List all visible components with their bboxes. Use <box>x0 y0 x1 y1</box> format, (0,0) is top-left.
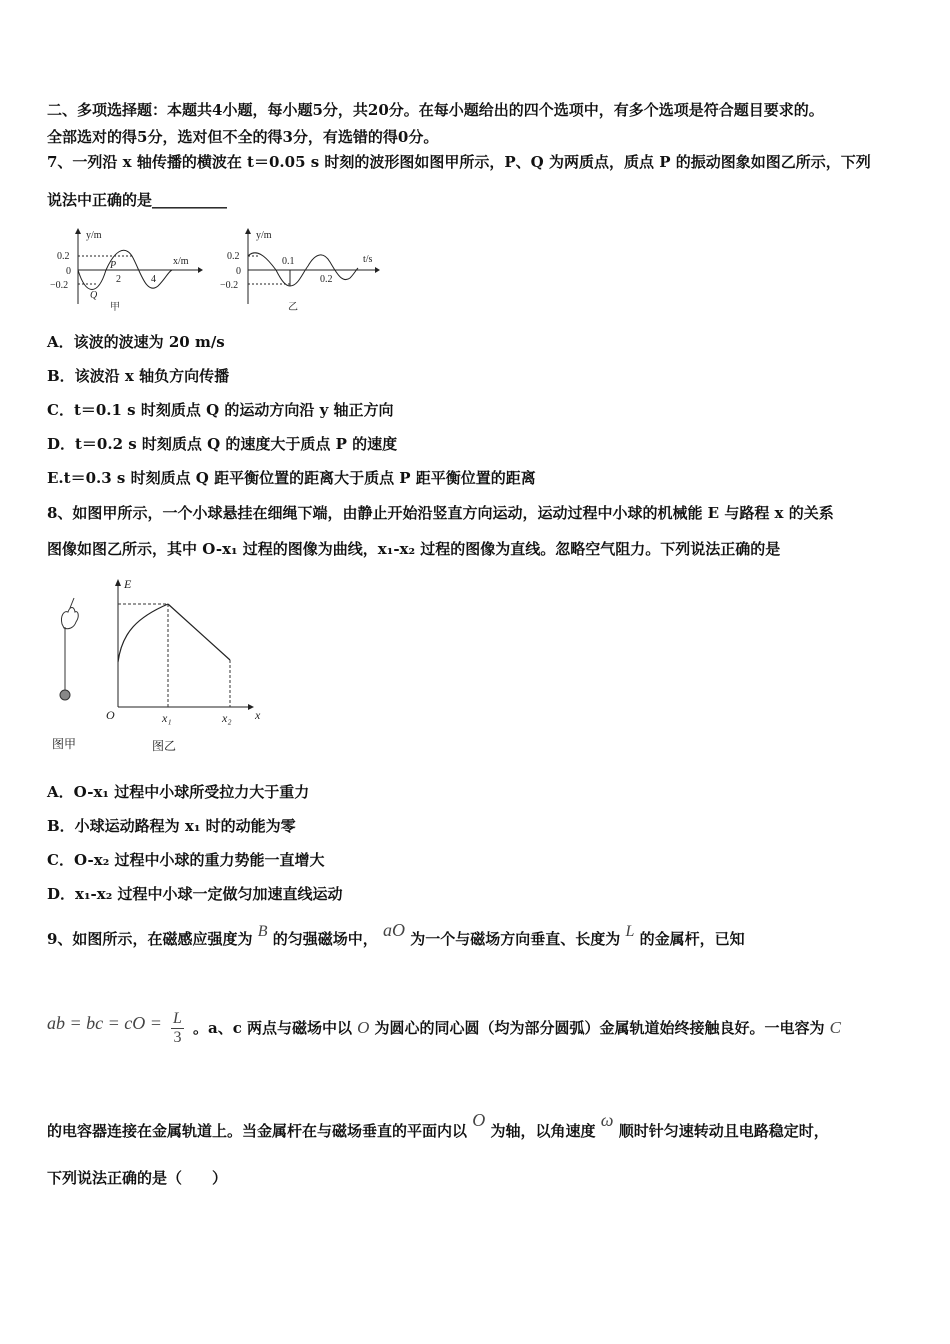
x-axis-label: x/m <box>173 256 189 267</box>
tick-label: −0.2 <box>220 280 239 291</box>
tick-label: 0.1 <box>282 256 295 267</box>
fraction-numerator: L <box>173 1010 182 1027</box>
q9-text: 的匀强磁场中， <box>272 930 378 948</box>
y-arrow-icon <box>75 228 81 234</box>
tick-label: 0.2 <box>320 274 333 285</box>
x-axis-label: t/s <box>363 254 373 265</box>
q7-figure-b <box>218 226 383 312</box>
q9-text: 的金属杆，已知 <box>639 930 745 948</box>
q9-text: 为轴，以角速度 <box>490 1122 596 1140</box>
tick-label: 0 <box>236 266 241 277</box>
q9-text: 两点与磁场中以 <box>246 1019 352 1037</box>
y-arrow-icon <box>245 228 251 234</box>
figure-caption: 甲 <box>110 302 120 312</box>
x-arrow-icon <box>198 267 203 273</box>
q9-text: 为一个与磁场方向垂直、长度为 <box>410 930 621 948</box>
fraction-denominator: 3 <box>173 1029 182 1046</box>
q7-option-b: B．该波沿 x 轴负方向传播 <box>47 367 230 385</box>
q7-option-c: C．t＝0.1 s 时刻质点 Q 的运动方向沿 y 轴正方向 <box>47 401 394 419</box>
x-arrow-icon <box>375 267 380 273</box>
q7-stem-line1: 7、一列沿 x 轴传播的横波在 t＝0.05 s 时刻的波形图如图甲所示，P、Q 为两质点，质点 P 的振动图象如图乙所示，下列 <box>47 153 871 171</box>
finger-line <box>70 598 74 608</box>
x-axis-label: x <box>255 708 261 722</box>
q9-line4: 下列说法正确的是（ ） <box>47 1169 228 1187</box>
symbol-l: L <box>625 923 635 940</box>
q7-option-a: A．该波的波速为 20 m/s <box>47 333 225 351</box>
energy-curve <box>118 604 168 662</box>
q8-option-b: B．小球运动路程为 x₁ 时的动能为零 <box>47 817 296 835</box>
y-axis-label: y/m <box>256 230 272 241</box>
tick-label: 0.2 <box>227 251 240 262</box>
origin-label: O <box>106 708 115 722</box>
x-arrow-icon <box>248 704 254 710</box>
q8-option-d: D．x₁-x₂ 过程中小球一定做匀加速直线运动 <box>47 885 343 903</box>
q8-option-c: C．O-x₂ 过程中小球的重力势能一直增大 <box>47 851 325 869</box>
point-p-label: P <box>110 260 117 271</box>
vibration-curve <box>248 253 358 286</box>
e-arrow-icon <box>115 579 121 586</box>
q9-text: 。a、c <box>193 1019 242 1037</box>
q8-option-a: A．O-x₁ 过程中小球所受拉力大于重力 <box>47 783 310 801</box>
q7-stem-line2: 说法中正确的是__________ <box>47 191 228 209</box>
section-header-line2: 全部选对的得5分，选对但不全的得3分，有选错的得0分。 <box>47 128 439 146</box>
q9-text: 9、如图所示，在磁感应强度为 <box>47 930 253 948</box>
figure-caption: 乙 <box>288 302 298 312</box>
y-axis-label: y/m <box>86 230 102 241</box>
point-q-label: Q <box>90 290 98 301</box>
symbol-b: B <box>257 923 268 940</box>
q7-option-d: D．t＝0.2 s 时刻质点 Q 的速度大于质点 P 的速度 <box>47 435 398 453</box>
q9-line3 <box>47 1110 829 1141</box>
q9-text: 的电容器连接在金属轨道上。当金属杆在与磁场垂直的平面内以 <box>47 1122 468 1140</box>
symbol-o: O <box>472 1110 486 1130</box>
x2-label: x₂ <box>222 711 232 725</box>
tick-label: 0 <box>66 266 71 277</box>
tick-label: 2 <box>116 274 121 285</box>
q9-equation-line <box>47 1010 841 1058</box>
q8-stem-line1: 8、如图甲所示，一个小球悬挂在细绳下端，由静止开始沿竖直方向运动，运动过程中小球的机械能 E 与路程 x 的关系 <box>47 504 834 522</box>
caption-b: 图乙 <box>152 739 177 753</box>
e-axis-label: E <box>124 577 132 591</box>
q9-text: 为圆心的同心圆（均为部分圆弧）金属轨道始终接触良好。一电容为 <box>374 1019 825 1037</box>
q9-text: 顺时针匀速转动且电路稳定时， <box>618 1122 829 1140</box>
tick-label: 4 <box>151 274 156 285</box>
symbol-ao: aO <box>382 920 405 940</box>
tick-label: −0.2 <box>50 280 69 291</box>
tick-label: 0.2 <box>57 251 70 262</box>
symbol-c: C <box>829 1018 841 1037</box>
section-header-line1: 二、多项选择题：本题共4小题，每小题5分，共20分。在每小题给出的四个选项中，有多个选项是符合题目要求的。 <box>47 101 824 119</box>
symbol-o: O <box>357 1018 370 1037</box>
hand-icon <box>61 608 78 629</box>
ball-icon <box>60 690 70 700</box>
q7-figure-a <box>48 226 208 312</box>
q8-figure <box>48 572 278 757</box>
q9-line1 <box>47 920 745 950</box>
energy-line <box>168 604 230 660</box>
fraction <box>171 1010 184 1047</box>
x1-label: x₁ <box>162 711 172 725</box>
equation-left: ab = bc = cO = <box>47 1013 162 1033</box>
symbol-omega: ω <box>600 1110 614 1130</box>
q7-option-e: E.t＝0.3 s 时刻质点 Q 距平衡位置的距离大于质点 P 距平衡位置的距离 <box>47 469 536 487</box>
caption-a: 图甲 <box>52 737 77 751</box>
q8-stem-line2: 图像如图乙所示，其中 O-x₁ 过程的图像为曲线，x₁-x₂ 过程的图像为直线。忽略空气阻力。下列说法正确的是 <box>47 540 781 558</box>
